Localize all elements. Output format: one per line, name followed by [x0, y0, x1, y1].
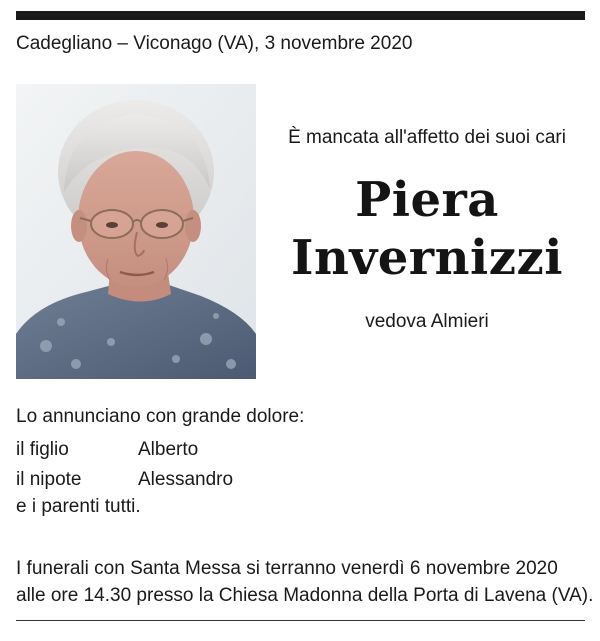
- relative-name: Alessandro: [138, 469, 234, 490]
- relatives-closing: e i parenti tutti.: [16, 496, 141, 517]
- relatives-list: [16, 435, 233, 495]
- relative-role: il nipote: [16, 469, 82, 490]
- funeral-line-1: I funerali con Santa Messa si terranno venerdì 6 novembre 2020: [16, 558, 558, 579]
- bottom-rule: [16, 620, 585, 621]
- portrait-illustration: [16, 84, 256, 379]
- portrait-photo: [16, 84, 256, 379]
- place-date: Cadegliano – Viconago (VA), 3 novembre 2020: [16, 33, 413, 54]
- death-notice-intro: È mancata all'affetto dei suoi cari: [288, 127, 566, 148]
- relative-name: Alberto: [138, 439, 199, 460]
- funeral-line-2: alle ore 14.30 presso la Chiesa Madonna della Porta di Lavena (VA).: [16, 585, 594, 606]
- top-rule: [16, 11, 585, 20]
- deceased-last-name: Invernizzi: [291, 230, 563, 286]
- relative-row: [16, 435, 233, 465]
- mourners-intro: Lo annunciano con grande dolore:: [16, 406, 305, 427]
- relative-row: [16, 465, 233, 495]
- deceased-first-name: Piera: [355, 172, 499, 228]
- relative-role: il figlio: [16, 439, 69, 460]
- funeral-details: [16, 555, 594, 609]
- widow-of: vedova Almieri: [365, 311, 489, 332]
